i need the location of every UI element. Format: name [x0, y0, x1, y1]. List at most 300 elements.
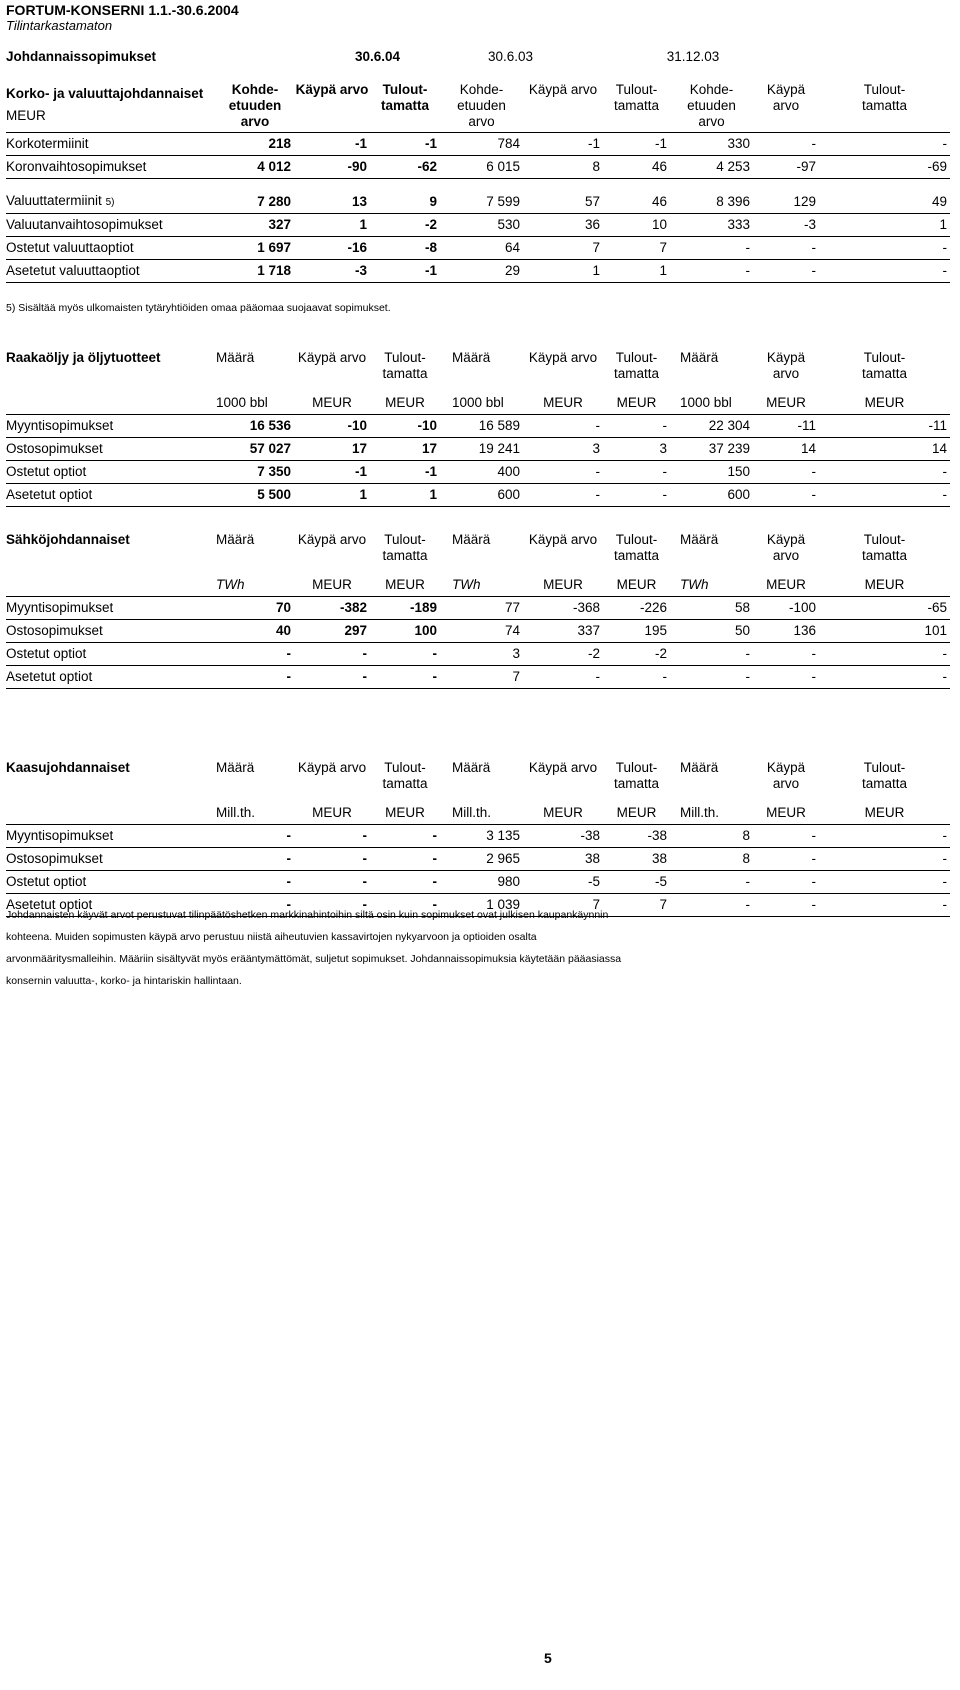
cell: -	[753, 643, 819, 666]
cell: -	[294, 825, 370, 848]
row-label: Ostosopimukset	[6, 620, 216, 643]
cell: -1	[370, 260, 440, 283]
s1-h-kaypa: Käypä arvo	[295, 82, 369, 97]
cell: -1	[294, 461, 370, 484]
cell: 1 697	[216, 237, 294, 260]
gas-table	[6, 758, 950, 917]
cell: -	[370, 643, 440, 666]
cell: 14	[753, 438, 819, 461]
electricity-table	[6, 530, 950, 689]
document-subtitle: Tilintarkastamaton	[6, 18, 113, 33]
s2-h-tulout-1b: tamatta	[382, 366, 428, 381]
cell: -382	[294, 597, 370, 620]
note-line-1: Johdannaisten käyvät arvot perustuvat tilinpäätöshetken markkinahintoihin siltä osin kuin sopimukset ovat julkisen kaupankäynnin	[6, 909, 609, 921]
unit-cell: 1000 bbl	[440, 392, 523, 415]
unit-cell: MEUR	[523, 392, 603, 415]
table-row	[6, 438, 950, 461]
section1-title: Korko- ja valuuttajohdannaiset	[6, 86, 204, 101]
table-row	[6, 825, 950, 848]
cell: -	[753, 825, 819, 848]
unit-cell: MEUR	[819, 802, 950, 825]
cell: -	[819, 871, 950, 894]
s4-h-tulout-1a: Tulout-	[384, 760, 426, 775]
table-row	[6, 666, 950, 689]
date-col-1: 30.6.04	[354, 49, 401, 64]
cell: -62	[370, 156, 440, 179]
cell: -	[819, 666, 950, 689]
cell: 49	[819, 191, 950, 214]
section1-unit: MEUR	[6, 108, 46, 123]
cell: -	[603, 666, 670, 689]
cell: 17	[294, 438, 370, 461]
cell: -	[370, 894, 440, 917]
s3-h-tulout-1b: tamatta	[382, 548, 428, 563]
cell: -	[523, 666, 603, 689]
cell: -	[370, 825, 440, 848]
cell: 6 015	[440, 156, 523, 179]
s1-h-kohde-b3: arvo	[468, 114, 495, 129]
unit-cell: Mill.th.	[670, 802, 753, 825]
s1-h-kohde-3: arvo	[240, 114, 270, 129]
cell: -	[753, 461, 819, 484]
cell: 16 589	[440, 415, 523, 438]
cell: 1	[819, 214, 950, 237]
cell: 57 027	[216, 438, 294, 461]
cell: -1	[523, 133, 603, 156]
footnote-ref: 5)	[105, 197, 115, 208]
s2-h-kaypa-3a: Käypä	[766, 350, 806, 365]
cell: -	[753, 133, 819, 156]
cell: 4 012	[216, 156, 294, 179]
s1-h-tulout-b2: tamatta	[613, 98, 660, 113]
cell: 46	[603, 191, 670, 214]
date-col-3: 31.12.03	[666, 49, 720, 64]
unit-cell: MEUR	[603, 802, 670, 825]
cell: -1	[370, 461, 440, 484]
unit-cell: MEUR	[523, 574, 603, 597]
unit-cell: MEUR	[753, 392, 819, 415]
s1-h-kohde-2: etuuden	[228, 98, 282, 113]
unit-cell: MEUR	[819, 574, 950, 597]
section3-title: Sähköjohdannaiset	[6, 532, 130, 547]
cell: 13	[294, 191, 370, 214]
section2-title: Raakaöljy ja öljytuotteet	[6, 350, 161, 365]
cell: -1	[603, 133, 670, 156]
cell: 129	[753, 191, 819, 214]
row-label: Ostetut valuuttaoptiot	[6, 237, 216, 260]
cell: -69	[819, 156, 950, 179]
s1-h-tulout-c2: tamatta	[861, 98, 908, 113]
cell: 7	[603, 237, 670, 260]
cell: -	[603, 461, 670, 484]
s1-h-kohde-c3: arvo	[698, 114, 725, 129]
section1-footnote: 5) Sisältää myös ulkomaisten tytäryhtiöiden omaa pääomaa suojaavat sopimukset.	[6, 302, 391, 314]
cell: 19 241	[440, 438, 523, 461]
cell: 297	[294, 620, 370, 643]
unit-cell: MEUR	[603, 574, 670, 597]
s3-h-kaypa-1: Käypä arvo	[297, 532, 367, 547]
cell: -	[819, 461, 950, 484]
cell: 29	[440, 260, 523, 283]
row-label: Asetetut valuuttaoptiot	[6, 260, 216, 283]
table-row	[6, 643, 950, 666]
cell: 8	[523, 156, 603, 179]
s2-h-tulout-3b: tamatta	[861, 366, 908, 381]
cell: 64	[440, 237, 523, 260]
table-row	[6, 597, 950, 620]
s3-h-tulout-1a: Tulout-	[384, 532, 426, 547]
unit-cell: 1000 bbl	[670, 392, 753, 415]
cell: 4 253	[670, 156, 753, 179]
cell: -97	[753, 156, 819, 179]
cell: 327	[216, 214, 294, 237]
unit-cell: Mill.th.	[216, 802, 294, 825]
cell: -3	[294, 260, 370, 283]
cell: 70	[216, 597, 294, 620]
row-label: Ostosopimukset	[6, 848, 216, 871]
s3-h-maara-2: Määrä	[452, 532, 491, 547]
cell: 38	[523, 848, 603, 871]
s4-h-kaypa-2: Käypä arvo	[528, 760, 598, 775]
table-row	[6, 484, 950, 507]
s4-h-tulout-2a: Tulout-	[615, 760, 658, 775]
explanatory-note	[6, 904, 946, 992]
table-row	[6, 415, 950, 438]
unit-cell: MEUR	[603, 392, 670, 415]
cell: 195	[603, 620, 670, 643]
row-label: Ostetut optiot	[6, 461, 216, 484]
cell: -	[819, 848, 950, 871]
dates-header	[6, 46, 950, 68]
cell: 9	[370, 191, 440, 214]
row-label-text: Valuuttatermiinit	[6, 193, 102, 208]
cell: -8	[370, 237, 440, 260]
cell: -	[603, 415, 670, 438]
cell: -	[753, 848, 819, 871]
section4-title: Kaasujohdannaiset	[6, 760, 130, 775]
cell: 10	[603, 214, 670, 237]
cell: 3	[440, 643, 523, 666]
cell: 36	[523, 214, 603, 237]
cell: 136	[753, 620, 819, 643]
cell: 1	[603, 260, 670, 283]
table-row	[6, 260, 950, 283]
cell: -368	[523, 597, 603, 620]
cell: -	[216, 666, 294, 689]
cell: -2	[370, 214, 440, 237]
s4-h-kaypa-1: Käypä arvo	[297, 760, 367, 775]
cell: -90	[294, 156, 370, 179]
cell: 7	[603, 894, 670, 917]
cell: -	[753, 237, 819, 260]
note-line-4: konsernin valuutta-, korko- ja hintariskin hallintaan.	[6, 975, 242, 987]
cell: -2	[523, 643, 603, 666]
s1-h-tulout-c1: Tulout-	[863, 82, 906, 97]
cell: -	[294, 871, 370, 894]
row-label: Asetetut optiot	[6, 894, 216, 917]
cell: -	[370, 666, 440, 689]
cell: 8 396	[670, 191, 753, 214]
cell: -	[216, 825, 294, 848]
cell: -65	[819, 597, 950, 620]
s1-h-tulout-2: tamatta	[380, 98, 429, 113]
cell: 38	[603, 848, 670, 871]
date-col-2: 30.6.03	[488, 49, 534, 64]
cell: -	[819, 825, 950, 848]
unit-cell: TWh	[670, 574, 753, 597]
unit-cell: TWh	[440, 574, 523, 597]
cell: -	[670, 666, 753, 689]
units-row	[6, 574, 950, 597]
cell: -	[753, 894, 819, 917]
s1-h-kohde-1: Kohde-	[231, 82, 279, 97]
row-label: Ostosopimukset	[6, 438, 216, 461]
unit-cell: MEUR	[294, 802, 370, 825]
s1-h-kohde-b1: Kohde-	[459, 82, 504, 97]
cell: 150	[670, 461, 753, 484]
cell: -	[216, 894, 294, 917]
unit-cell: MEUR	[753, 802, 819, 825]
s4-h-maara-3: Määrä	[680, 760, 719, 775]
cell: 40	[216, 620, 294, 643]
cell: 2 965	[440, 848, 523, 871]
cell: -	[819, 260, 950, 283]
s1-h-kohde-c2: etuuden	[687, 98, 736, 113]
cell: -	[670, 871, 753, 894]
cell: 77	[440, 597, 523, 620]
s1-h-kohde-c1: Kohde-	[689, 82, 734, 97]
unit-cell: TWh	[216, 574, 294, 597]
s4-h-maara-1: Määrä	[216, 760, 255, 775]
cell: -38	[523, 825, 603, 848]
row-label: Korkotermiinit	[6, 133, 216, 156]
unit-cell: MEUR	[370, 392, 440, 415]
s3-h-tulout-2b: tamatta	[613, 548, 660, 563]
s1-h-kaypa-c1: Käypä	[766, 82, 806, 97]
cell: -	[216, 848, 294, 871]
unit-cell: MEUR	[819, 392, 950, 415]
unit-cell: Mill.th.	[440, 802, 523, 825]
cell: 980	[440, 871, 523, 894]
unit-cell: MEUR	[753, 574, 819, 597]
cell: -	[753, 666, 819, 689]
cell: -100	[753, 597, 819, 620]
cell: -	[753, 484, 819, 507]
cell: 530	[440, 214, 523, 237]
cell: 218	[216, 133, 294, 156]
s4-h-kaypa-3b: arvo	[772, 776, 800, 791]
cell: 784	[440, 133, 523, 156]
s2-h-kaypa-3b: arvo	[772, 366, 800, 381]
cell: -2	[603, 643, 670, 666]
cell: -	[819, 484, 950, 507]
row-label: Myyntisopimukset	[6, 597, 216, 620]
derivatives-label: Johdannaissopimukset	[6, 49, 157, 64]
cell: -11	[819, 415, 950, 438]
cell: 1	[523, 260, 603, 283]
cell: -	[753, 871, 819, 894]
cell: -	[294, 894, 370, 917]
s4-h-tulout-3b: tamatta	[861, 776, 908, 791]
cell: -	[523, 415, 603, 438]
cell: -	[819, 237, 950, 260]
s3-h-tulout-3a: Tulout-	[863, 532, 906, 547]
cell: -	[370, 871, 440, 894]
section1-head-cell	[6, 80, 216, 133]
cell: 333	[670, 214, 753, 237]
cell: -	[670, 894, 753, 917]
document-title: FORTUM-KONSERNI 1.1.-30.6.2004	[6, 2, 239, 18]
cell: 74	[440, 620, 523, 643]
s2-h-maara-1: Määrä	[216, 350, 255, 365]
s4-h-kaypa-3a: Käypä	[766, 760, 806, 775]
unit-cell: 1000 bbl	[216, 392, 294, 415]
cell: 46	[603, 156, 670, 179]
s2-h-tulout-2b: tamatta	[613, 366, 660, 381]
s4-h-tulout-3a: Tulout-	[863, 760, 906, 775]
table-row	[6, 237, 950, 260]
cell: 22 304	[670, 415, 753, 438]
table-row	[6, 871, 950, 894]
cell: -5	[523, 871, 603, 894]
table-row	[6, 191, 950, 214]
s3-h-tulout-3b: tamatta	[861, 548, 908, 563]
cell: -	[294, 666, 370, 689]
cell: 37 239	[670, 438, 753, 461]
cell: -	[370, 848, 440, 871]
page-number: 5	[544, 1650, 552, 1666]
cell: 5 500	[216, 484, 294, 507]
cell: -	[523, 484, 603, 507]
cell: 7 599	[440, 191, 523, 214]
cell: 7	[440, 666, 523, 689]
unit-cell: MEUR	[294, 392, 370, 415]
row-label: Myyntisopimukset	[6, 825, 216, 848]
unit-cell: MEUR	[370, 574, 440, 597]
table-row	[6, 848, 950, 871]
interest-currency-table	[6, 80, 950, 283]
s1-h-tulout-1: Tulout-	[382, 82, 428, 97]
cell: -	[670, 260, 753, 283]
row-label: Ostetut optiot	[6, 871, 216, 894]
cell: -	[670, 237, 753, 260]
units-row	[6, 392, 950, 415]
cell: -16	[294, 237, 370, 260]
table-row	[6, 156, 950, 179]
cell: -11	[753, 415, 819, 438]
table-row	[6, 461, 950, 484]
s2-h-tulout-1a: Tulout-	[384, 350, 426, 365]
cell: -3	[753, 214, 819, 237]
cell: -	[603, 484, 670, 507]
cell: -	[294, 848, 370, 871]
cell: 7 280	[216, 191, 294, 214]
row-label: Ostetut optiot	[6, 643, 216, 666]
row-label	[6, 191, 216, 214]
cell: 1 718	[216, 260, 294, 283]
s3-h-maara-3: Määrä	[680, 532, 719, 547]
cell: -1	[294, 133, 370, 156]
cell: 1	[294, 484, 370, 507]
units-row	[6, 802, 950, 825]
cell: -189	[370, 597, 440, 620]
cell: -10	[294, 415, 370, 438]
cell: 1 039	[440, 894, 523, 917]
cell: -	[819, 643, 950, 666]
cell: 14	[819, 438, 950, 461]
cell: 3	[523, 438, 603, 461]
row-label: Valuutanvaihtosopimukset	[6, 214, 216, 237]
unit-cell: MEUR	[370, 802, 440, 825]
cell: 600	[670, 484, 753, 507]
cell: 3	[603, 438, 670, 461]
s2-h-tulout-3a: Tulout-	[863, 350, 906, 365]
cell: 8	[670, 825, 753, 848]
cell: 1	[370, 484, 440, 507]
s4-h-maara-2: Määrä	[452, 760, 491, 775]
cell: 8	[670, 848, 753, 871]
cell: -	[523, 461, 603, 484]
s4-h-tulout-1b: tamatta	[382, 776, 428, 791]
cell: 400	[440, 461, 523, 484]
s3-h-tulout-2a: Tulout-	[615, 532, 658, 547]
table-row	[6, 214, 950, 237]
s1-h-kaypa-b: Käypä arvo	[528, 82, 598, 97]
table-row	[6, 620, 950, 643]
row-label: Asetetut optiot	[6, 484, 216, 507]
cell: -1	[370, 133, 440, 156]
s4-h-tulout-2b: tamatta	[613, 776, 660, 791]
s2-h-tulout-2a: Tulout-	[615, 350, 658, 365]
s2-h-kaypa-1: Käypä arvo	[297, 350, 367, 365]
s2-h-kaypa-2: Käypä arvo	[528, 350, 598, 365]
s2-h-maara-3: Määrä	[680, 350, 719, 365]
cell: 7 350	[216, 461, 294, 484]
cell: -5	[603, 871, 670, 894]
unit-cell: MEUR	[523, 802, 603, 825]
table-row	[6, 133, 950, 156]
cell: -	[819, 894, 950, 917]
s1-h-tulout-b1: Tulout-	[615, 82, 658, 97]
cell: -	[753, 260, 819, 283]
cell: 57	[523, 191, 603, 214]
cell: 17	[370, 438, 440, 461]
note-line-2: kohteena. Muiden sopimusten käypä arvo perustuu niistä aiheutuvien kassavirtojen nykyarvoon ja optioiden osalta	[6, 931, 537, 943]
cell: 100	[370, 620, 440, 643]
cell: -	[216, 871, 294, 894]
cell: -10	[370, 415, 440, 438]
s1-h-kohde-b2: etuuden	[457, 98, 506, 113]
note-line-3: arvonmääritysmalleihin. Määriin sisältyvät myös erääntymättömät, suljetut sopimukset. Johdannaissopimuksia käytetään pääasiassa	[6, 953, 622, 965]
s1-h-kaypa-c2: arvo	[772, 98, 800, 113]
s3-h-kaypa-2: Käypä arvo	[528, 532, 598, 547]
cell: -	[294, 643, 370, 666]
cell: -	[670, 643, 753, 666]
cell: 3 135	[440, 825, 523, 848]
cell: 7	[523, 237, 603, 260]
cell: 50	[670, 620, 753, 643]
cell: 58	[670, 597, 753, 620]
cell: -	[819, 133, 950, 156]
cell: 330	[670, 133, 753, 156]
cell: 7	[523, 894, 603, 917]
cell: 101	[819, 620, 950, 643]
cell: -226	[603, 597, 670, 620]
cell: 600	[440, 484, 523, 507]
cell: -	[216, 643, 294, 666]
cell: -38	[603, 825, 670, 848]
row-label: Koronvaihtosopimukset	[6, 156, 216, 179]
